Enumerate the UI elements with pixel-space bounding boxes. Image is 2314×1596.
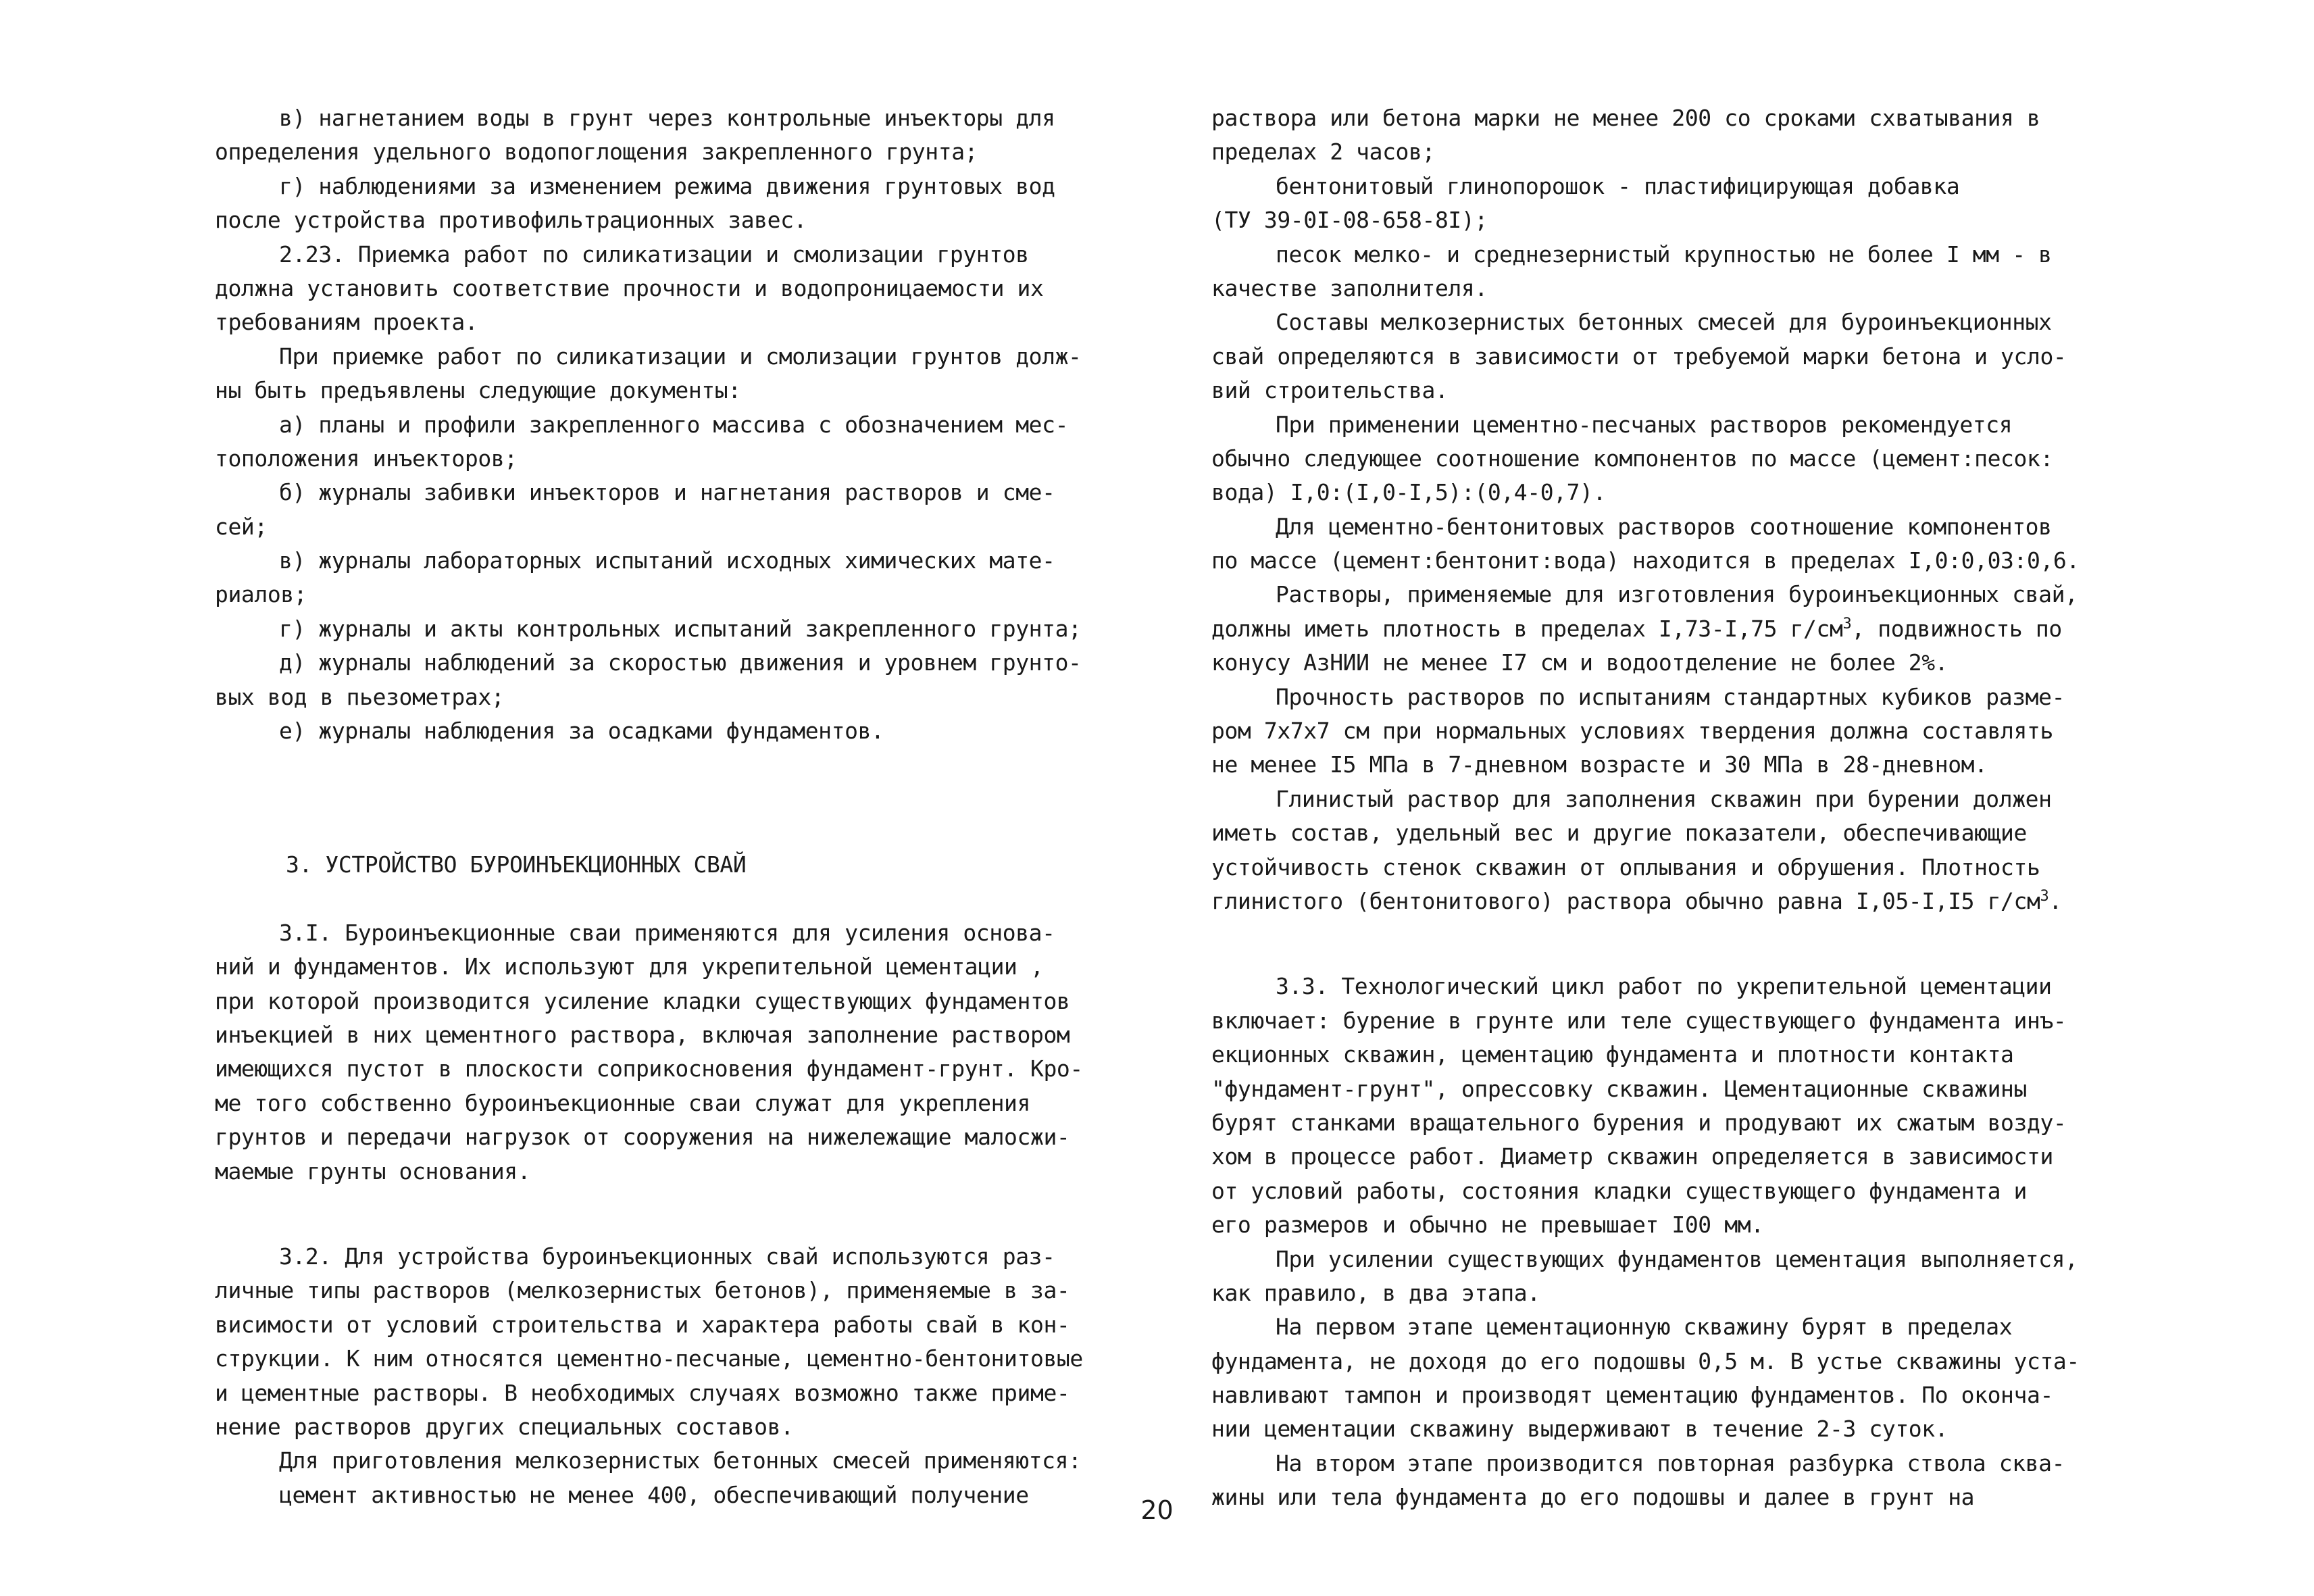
density-line bbox=[1211, 612, 2130, 646]
text-line: вода) I,0:(I,0-I,5):(0,4-0,7). bbox=[1211, 479, 1607, 506]
text-line: от условий работы, состояния кладки существующего фундамента и bbox=[1211, 1177, 2027, 1204]
text-line: екционных скважин, цементацию фундамента и плотности контакта bbox=[1211, 1041, 2014, 1068]
text-line: вых вод в пьезометрах; bbox=[215, 683, 505, 710]
text-line: Глинистый раствор для заполнения скважин при бурении должен bbox=[1276, 785, 2052, 812]
text-line: и цементные растворы. В необходимых случаях возможно также приме- bbox=[215, 1379, 1070, 1406]
density-text-end: , подвижность по bbox=[1851, 615, 2062, 642]
text-line: после устройства противофильтрационных завес. bbox=[215, 207, 807, 234]
text-line: вий строительства. bbox=[1211, 377, 1449, 404]
text-line: нии цементации скважину выдерживают в течение 2-3 суток. bbox=[1211, 1416, 1948, 1443]
text-line: 3.I. Буроинъекционные сваи применяются для усиления основа- bbox=[279, 919, 1055, 946]
spacer bbox=[215, 748, 1120, 848]
spacer bbox=[215, 1189, 1120, 1240]
text-line: фундамента, не доходя до его подошвы 0,5 м. В устье скважины уста- bbox=[1211, 1347, 2080, 1374]
text-line: грунтов и передачи нагрузок от сооружения на нижележащие малосжи- bbox=[215, 1124, 1070, 1151]
text-line: 3.3. Технологический цикл работ по укрепительной цементации bbox=[1276, 973, 2052, 1000]
text-line: маемые грунты основания. bbox=[215, 1157, 531, 1184]
spacer bbox=[215, 882, 1120, 916]
clay-density-line bbox=[1211, 884, 2130, 918]
text-line: бурят станками вращательного бурения и продувают их сжатым возду- bbox=[1211, 1109, 2067, 1136]
text-line: г) наблюдениями за изменением режима движения грунтовых вод bbox=[279, 172, 1055, 199]
text-line: Для цементно-бентонитовых растворов соотношение компонентов bbox=[1276, 513, 2052, 540]
text-line: При приемке работ по силикатизации и смолизации грунтов долж- bbox=[279, 343, 1082, 370]
text-line: струкции. К ним относятся цементно-песчаные, цементно-бентонитовые bbox=[215, 1345, 1083, 1372]
text-line: е) журналы наблюдения за осадками фундаментов. bbox=[279, 718, 884, 745]
page-number: 20 bbox=[1140, 1495, 1174, 1525]
text-line: бентонитовый глинопорошок - пластифицирующая добавка bbox=[1276, 172, 1960, 199]
density-text: должны иметь плотность в пределах I,73-I,75 г/см bbox=[1211, 615, 1843, 642]
text-line: жины или тела фундамента до его подошвы и далее в грунт на bbox=[1211, 1484, 1975, 1511]
text-line: иметь состав, удельный вес и другие показатели, обеспечивающие bbox=[1211, 820, 2027, 847]
superscript: 3 bbox=[2040, 887, 2049, 905]
text-line: 2.23. Приемка работ по силикатизации и смолизации грунтов bbox=[279, 241, 1029, 268]
text-line: навливают тампон и производят цементацию фундаментов. По оконча- bbox=[1211, 1382, 2053, 1409]
text-line: не менее I5 МПа в 7-дневном возрасте и 30 МПа в 28-дневном. bbox=[1211, 751, 1988, 778]
text-line: г) журналы и акты контрольных испытаний закрепленного грунта; bbox=[279, 615, 1082, 642]
text-line: включает: бурение в грунте или теле существующего фундамента инъ- bbox=[1211, 1007, 2067, 1034]
text-line: б) журналы забивки инъекторов и нагнетания растворов и сме- bbox=[279, 479, 1055, 506]
text-line: его размеров и обычно не превышает I00 мм. bbox=[1211, 1212, 1764, 1239]
text-line: риалов; bbox=[215, 581, 307, 608]
text-line: имеющихся пустот в плоскости соприкосновения фундамент-грунт. Кро- bbox=[215, 1055, 1083, 1082]
text-line: конусу АзНИИ не менее I7 см и водоотделение не более 2%. bbox=[1211, 649, 1948, 676]
text-line: песок мелко- и среднезернистый крупностью не более I мм - в bbox=[1276, 241, 2052, 268]
text-line: "фундамент-грунт", опрессовку скважин. Цементационные скважины bbox=[1211, 1075, 2027, 1102]
text-line: инъекцией в них цементного раствора, включая заполнение раствором bbox=[215, 1021, 1070, 1048]
text-line: при которой производится усиление кладки существующих фундаментов bbox=[215, 987, 1070, 1014]
text-line: ний и фундаментов. Их используют для укрепительной цементации , bbox=[215, 953, 1044, 980]
text-line: нение растворов других специальных составов. bbox=[215, 1413, 794, 1440]
text-line: ны быть предъявлены следующие документы: bbox=[215, 377, 741, 404]
text-line: Растворы, применяемые для изготовления буроинъекционных свай, bbox=[1276, 581, 2078, 608]
right-column bbox=[1211, 101, 2130, 1515]
text-line: личные типы растворов (мелкозернистых бетонов), применяемые в за- bbox=[215, 1277, 1070, 1304]
text-line: свай определяются в зависимости от требуемой марки бетона и усло- bbox=[1211, 343, 2067, 370]
text-line: ме того собственно буроинъекционные сваи служат для укрепления bbox=[215, 1089, 1030, 1116]
clay-text-end: . bbox=[2048, 887, 2062, 914]
left-column bbox=[215, 101, 1120, 1512]
text-line: Прочность растворов по испытаниям стандартных кубиков разме- bbox=[1276, 683, 2065, 710]
text-line: (ТУ 39-0I-08-658-8I); bbox=[1211, 207, 1488, 234]
text-line: а) планы и профили закрепленного массива с обозначением мес- bbox=[279, 411, 1069, 438]
text-line: Для приготовления мелкозернистых бетонных смесей применяются: bbox=[279, 1447, 1082, 1474]
text-line: Составы мелкозернистых бетонных смесей для буроинъекционных bbox=[1276, 309, 2052, 336]
text-line: устойчивость стенок скважин от оплывания и обрушения. Плотность bbox=[1211, 853, 2040, 880]
text-line: пределах 2 часов; bbox=[1211, 139, 1435, 166]
text-line: сей; bbox=[215, 513, 268, 540]
section-heading: 3. УСТРОЙСТВО БУРОИНЪЕКЦИОННЫХ СВАЙ bbox=[286, 851, 747, 878]
text-line: хом в процессе работ. Диаметр скважин определяется в зависимости bbox=[1211, 1143, 2053, 1170]
text-line: по массе (цемент:бентонит:вода) находится в пределах I,0:0,03:0,6. bbox=[1211, 547, 2080, 574]
text-line: д) журналы наблюдений за скоростью движения и уровнем грунто- bbox=[279, 649, 1082, 676]
text-line: На втором этапе производится повторная разбурка ствола сква- bbox=[1276, 1449, 2065, 1476]
text-line: ром 7х7х7 см при нормальных условиях твердения должна составлять bbox=[1211, 718, 2053, 745]
superscript: 3 bbox=[1842, 615, 1852, 632]
text-line: в) нагнетанием воды в грунт через контрольные инъекторы для bbox=[279, 105, 1055, 131]
text-line: цемент активностью не менее 400, обеспечивающий получение bbox=[279, 1481, 1029, 1508]
text-line: При усилении существующих фундаментов цементация выполняется, bbox=[1276, 1245, 2078, 1272]
clay-text: глинистого (бентонитового) раствора обычно равна I,05-I,I5 г/см bbox=[1211, 887, 2040, 914]
text-line: требованиям проекта. bbox=[215, 309, 478, 336]
text-line: в) журналы лабораторных испытаний исходных химических мате- bbox=[279, 547, 1055, 574]
text-line: как правило, в два этапа. bbox=[1211, 1279, 1540, 1306]
text-line: На первом этапе цементационную скважину бурят в пределах bbox=[1276, 1314, 2013, 1341]
text-line: тоположения инъекторов; bbox=[215, 445, 518, 472]
text-line: 3.2. Для устройства буроинъекционных свай используются раз- bbox=[279, 1243, 1055, 1270]
text-line: раствора или бетона марки не менее 200 со сроками схватывания в bbox=[1211, 105, 2040, 131]
text-line: должна установить соответствие прочности и водопроницаемости их bbox=[215, 274, 1044, 301]
text-line: висимости от условий строительства и характера работы свай в кон- bbox=[215, 1311, 1070, 1338]
text-line: обычно следующее соотношение компонентов по массе (цемент:песок: bbox=[1211, 445, 2053, 472]
text-line: При применении цементно-песчаных растворов рекомендуется bbox=[1276, 411, 2013, 438]
text-line: определения удельного водопоглощения закрепленного грунта; bbox=[215, 139, 978, 166]
spacer bbox=[1211, 918, 2130, 970]
text-line: качестве заполнителя. bbox=[1211, 274, 1488, 301]
